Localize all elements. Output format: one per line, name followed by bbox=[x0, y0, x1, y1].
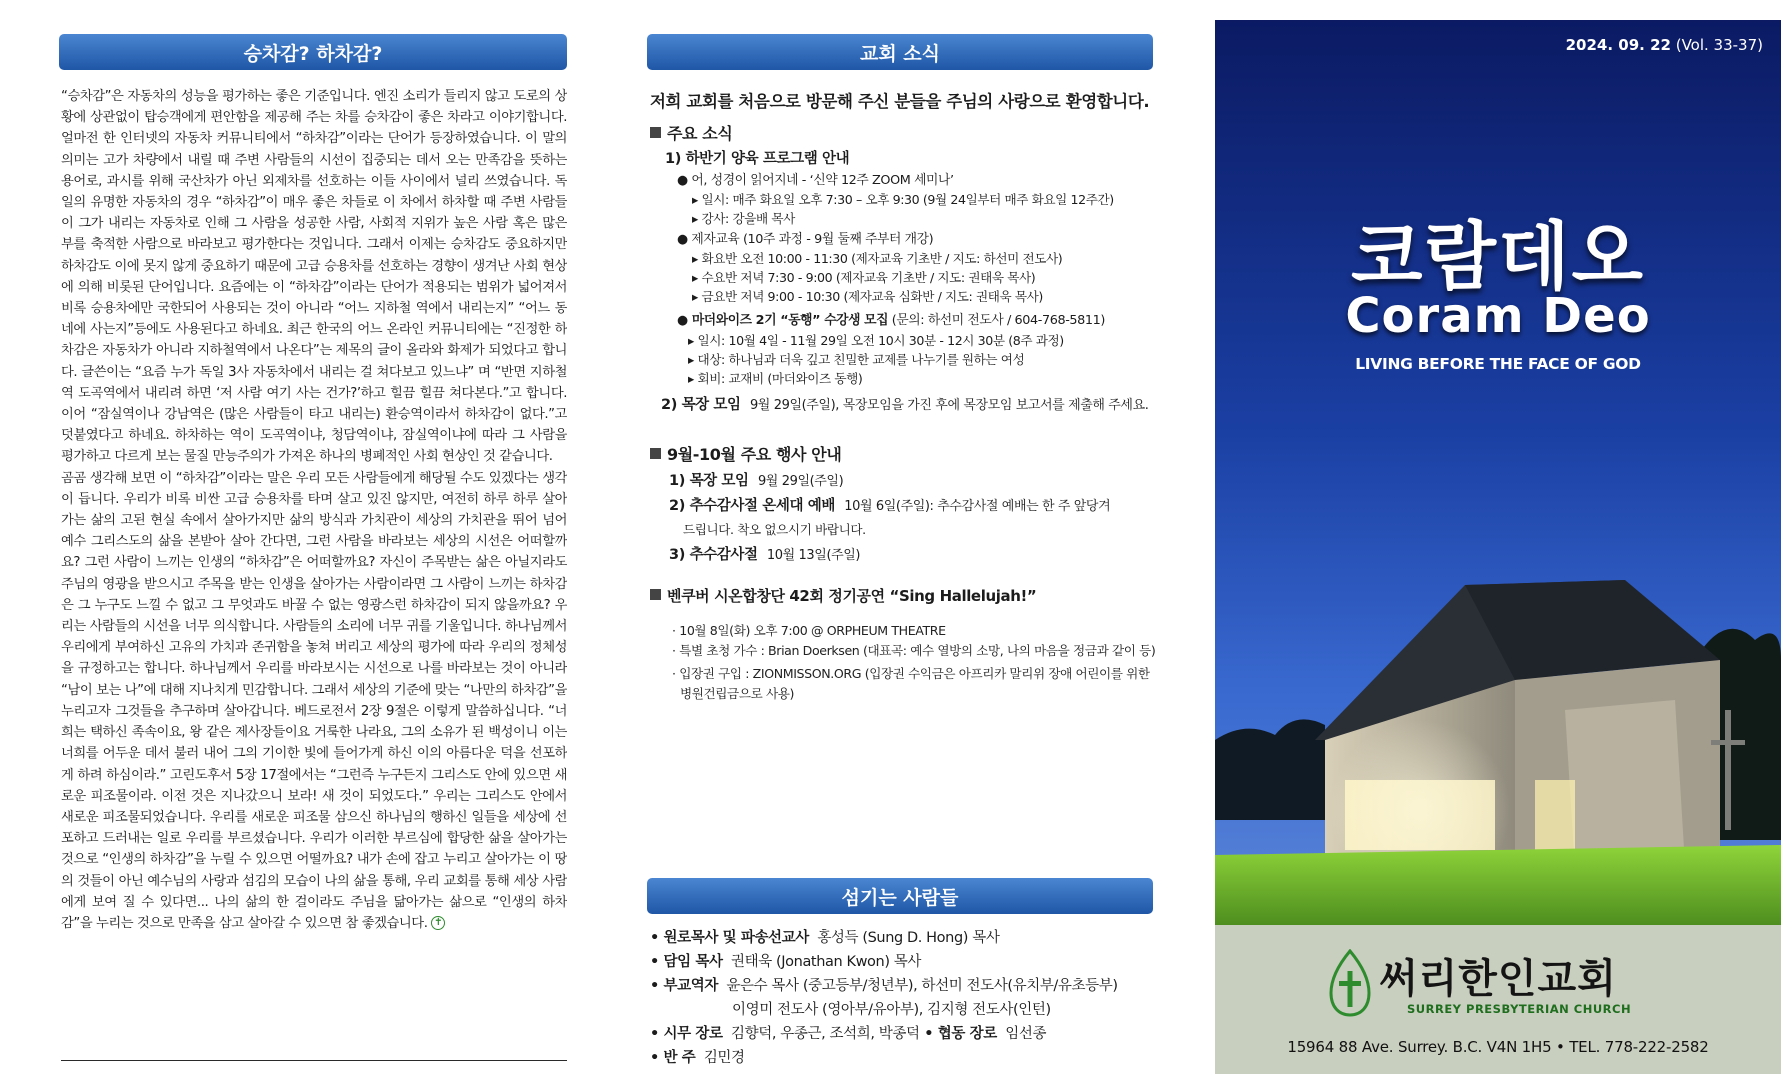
staff-row-3b: 이영미 전도사 (영아부/유아부), 김지형 전도사(인턴) bbox=[732, 1002, 1051, 1018]
essay-divider bbox=[61, 1060, 567, 1061]
concert-guest: · 특별 초청 가수 : Brian Doerksen (대표곡: 예수 열방의 소망, 나의 마음을 정금과 같이 등) bbox=[672, 643, 1156, 658]
staff-row-4: • 시무 장로 김향덕, 우종근, 조석희, 박종덕 • 협동 장로 임선종 bbox=[650, 1026, 1047, 1042]
issue-date: 2024. 09. 22 (Vol. 33-37) bbox=[1565, 36, 1763, 54]
section-main-news: 주요 소식 bbox=[650, 121, 1160, 144]
square-bullet-icon bbox=[650, 589, 661, 600]
bulletin-cover bbox=[1215, 20, 1781, 1074]
staff-row-5: • 반 주 김민경 bbox=[650, 1050, 745, 1066]
cross-logo-icon bbox=[1327, 949, 1373, 1017]
staff-header: 섬기는 사람들 bbox=[647, 878, 1153, 914]
news-item-1a-time: ▸ 일시: 매주 화요일 오후 7:30 – 오후 9:30 (9월 24일부터 매주 화요일 12주간) bbox=[692, 192, 1114, 207]
staff-row-1: • 원로목사 및 파송선교사 홍성득 (Sung D. Hong) 목사 bbox=[650, 930, 1000, 946]
concert-tickets-2: 병원건립금으로 사용) bbox=[680, 686, 795, 701]
event-2: 2) 추수감사절 온세대 예배 10월 6일(주일): 추수감사절 예배는 한 주 앞당겨 bbox=[669, 498, 1111, 514]
staff-row-2: • 담임 목사 권태욱 (Jonathan Kwon) 목사 bbox=[650, 954, 921, 970]
news-item-1b-tue: ▸ 화요반 오전 10:00 - 11:30 (제자교육 기초반 / 지도: 하선미 전도사) bbox=[692, 251, 1063, 266]
church-footer bbox=[1215, 925, 1781, 1074]
cover-subtitle: LIVING BEFORE THE FACE OF GOD bbox=[1355, 355, 1641, 373]
news-item-1b-fri: ▸ 금요반 저녁 9:00 - 10:30 (제자교육 심화반 / 지도: 권태욱 목사) bbox=[692, 289, 1043, 304]
essay-paragraph-1: “승차감”은 자동차의 성능을 평가하는 좋은 기준입니다. 엔진 소리가 들리지 않고 도로의 상황에 상관없이 탑승객에게 편안함을 제공해 주는 차를 승차감이 좋은 차라고 이야기합니다. 얼마전 한 인터넷의 자동차 커뮤니티에서 “하차감”이라는 단어가 등장하였습니다. 이 말의 의미는 고가 차량에서 내릴 때 주변 사람들의 시선이 집중되는 데서 오는 만족감을 뜻하는 용어로, 과시를 위해 국산차가 아닌 외제차를 선호하는 이들 사이에서 널리 쓰였습니다. 독일의 유명한 자동차의 경우 “하차감”이 매우 좋은 차들로 이 차에서 하차할 때 주변 사람들이 그가 내리는 자동차로 인해 그 사람을 성공한 사람, 사회적 지위가 높은 사람 혹은 많은 부를 축적한 사람으로 바라보고 평가한다는 것입니다. 그래서 이제는 승차감도 중요하지만 하차감도 이에 못지 않게 중요하기 때문에 고급 승용차를 선호하는 경향이 생겨난 사회 현상에 의해 비롯된 단어입니다. 요즘에는 이 “하차감”이라는 단어가 적용되는 범위가 넓어져서 비록 승용차에만 국한되어 사용되는 것이 아니라 “어느 지하철 역에서 내리는지” “어느 동네에 사는지”등에도 사용된다고 하네요. 최근 한국의 어느 온라인 커뮤니티에는 “진정한 하차감은 자동차가 아니라 지하철역에서 나온다”는 제목의 글이 올라와 화제가 되었다고 합니다. 글쓴이는 “요즘 누가 독일 3사 자동차에서 내리는 걸 쳐다보고 있느냐” 며 “반면 지하철역 도곡역에서 내리려 하면 ‘저 사람 여기 사는 건가?’하고 힐끔 힐끔 쳐다본다.”고 합니다. 이어 “잠실역이나 강남역은 (많은 사람들이 타고 내리는) 환승역이라서 하차감이 없다.”고 덧붙였다고 하네요. 하차하는 역이 도곡역이냐, 청담역이냐, 잠실역이냐에 따라 그 사람을 평가하고 다르게 보는 물질 만능주의가 가져온 하나의 병폐적인 사회 현상인 것 같습니다. bbox=[61, 89, 567, 465]
event-2-note: 드립니다. 착오 없으시기 바랍니다. bbox=[683, 522, 866, 537]
news-item-1c-fee: ▸ 회비: 교재비 (마더와이즈 동행) bbox=[688, 371, 863, 386]
news-header: 교회 소식 bbox=[647, 34, 1153, 70]
welcome-text: 저희 교회를 처음으로 방문해 주신 분들을 주님의 사랑으로 환영합니다. bbox=[650, 92, 1150, 111]
event-3: 3) 추수감사절 10월 13일(주일) bbox=[669, 547, 861, 563]
square-bullet-icon bbox=[650, 127, 661, 138]
news-item-1c-time: ▸ 일시: 10월 4일 - 11월 29일 오전 10시 30분 - 12시 30분 (8주 과정) bbox=[688, 333, 1064, 348]
cover-title-english: Coram Deo bbox=[1345, 288, 1651, 344]
news-item-1: 1) 하반기 양육 프로그램 안내 bbox=[665, 151, 850, 167]
news-item-1b: ● 제자교육 (10주 과정 - 9월 둘째 주부터 개강) bbox=[677, 232, 934, 247]
news-item-1a: ● 어, 성경이 읽어지네 - ‘신약 12주 ZOOM 세미나’ bbox=[677, 173, 954, 188]
cover-title-korean: 코람데오 bbox=[1351, 214, 1645, 300]
square-bullet-icon bbox=[650, 448, 661, 459]
church-address: 15964 88 Ave. Surrey. B.C. V4N 1H5 • TEL. 778-222-2582 bbox=[1287, 1038, 1709, 1056]
news-item-1b-wed: ▸ 수요반 저녁 7:30 - 9:00 (제자교육 기초반 / 지도: 권태욱 목사) bbox=[692, 270, 1036, 285]
section-concert: 벤쿠버 시온합창단 42회 정기공연 “Sing Hallelujah!” bbox=[650, 585, 1160, 606]
event-1: 1) 목장 모임 9월 29일(주일) bbox=[669, 473, 844, 489]
church-name-korean: 써리한인교회 bbox=[1379, 956, 1617, 1002]
news-item-1c-target: ▸ 대상: 하나님과 더욱 깊고 친밀한 교제를 나누기를 원하는 여성 bbox=[688, 352, 1025, 367]
church-name-english: SURREY PRESBYTERIAN CHURCH bbox=[1407, 1002, 1632, 1016]
essay-body bbox=[61, 86, 567, 1058]
concert-date: · 10월 8일(화) 오후 7:00 @ ORPHEUM THEATRE bbox=[672, 623, 946, 638]
cross-end-icon: ✝ bbox=[431, 916, 445, 930]
staff-row-3: • 부교역자 윤은수 목사 (중고등부/청년부), 하선미 전도사(유치부/유초등부) bbox=[650, 978, 1118, 994]
news-item-2: 2) 목장 모임 9월 29일(주일), 목장모임을 가진 후에 목장모임 보고서를 제출해 주세요. bbox=[661, 397, 1149, 413]
news-item-1c: ● 마더와이즈 2기 “동행” 수강생 모집 (문의: 하선미 전도사 / 604-768-5811) bbox=[677, 313, 1105, 328]
essay-paragraph-2: 곰곰 생각해 보면 이 “하차감”이라는 말은 우리 모든 사람들에게 해당될 수도 있겠다는 생각이 듭니다. 우리가 비록 비싼 고급 승용차를 타며 살고 있진 않지만, 여전히 하루 하루 살아가는 삶의 고된 현실 속에서 살아가지만 삶의 방식과 가치관이 세상의 가치관을 뛰어 넘어 예수 그리스도의 삶을 본받아 살아 간다면, 그런 사람을 바라보는 세상의 시선은 어떠할까요? 그런 사람이 느끼는 인생의 “하차감”은 어떠할까요? 자신이 주목받는 삶은 아닐지라도 주님의 영광을 받으시고 주목을 받는 인생을 살아가는 사람이라면 그 사람이 느끼는 하차감은 그 누구도 느낄 수 없고 그 무엇과도 바꿀 수 없는 영광스런 하차감이 되지 않을까요? 우리는 사람들의 시선을 너무 의식합니다. 사람들의 소리에 너무 귀를 기울입니다. 하나님께서 우리에게 부여하신 고유의 가치과 존귀함을 놓쳐 버리고 세상의 평가에 따라 우리의 정체성을 규정하고는 합니다. 하나님께서 우리를 바라보시는 시선으로 나를 바라보는 것이 아니라 “남이 보는 나”에 대해 지나치게 민감합니다. 그래서 세상의 기준에 맞는 “나만의 하차감”을 누리고자 그것들을 추구하며 살아갑니다. 베드로전서 2장 9절은 이렇게 말씀하십니다. “너희는 택하신 족속이요, 왕 같은 제사장들이요 거룩한 나라요, 그의 소유가 된 백성이니 이는 너희를 어두운 데서 불러 내어 그의 기이한 빛에 들어가게 하신 이의 아름다운 덕을 선포하게 하려 하심이라.” 고린도후서 5장 17절에서는 “그런즉 누구든지 그리스도 안에 있으면 새로운 피조물이라. 이전 것은 지나갔으니 보라! 새 것이 되었도다.” 우리는 그리스도 안에서 새로운 피조물되었습니다. 우리를 새로운 피조물 삼으신 하나님의 행하신 일들을 세상에 선포하고 드러내는 일로 우리를 부르셨습니다. 우리가 이러한 부르심에 합당한 삶을 살아가는 것으로 “인생의 하차감”을 누릴 수 있으면 어떨까요? 내가 손에 잡고 누리고 살아가는 이 땅의 것들이 아닌 예수님의 사랑과 섬김의 모습이 나의 삶을 통해, 우리 교회를 통해 세상 사람에게 보여 질 수 있다면... 나의 삶의 한 걸이라도 주님을 닮아가는 삶으로 “인생의 하차감”을 누리는 것으로 만족을 삼고 살아갈 수 있으면 참 좋겠습니다. ✝ bbox=[61, 470, 567, 931]
church-photo bbox=[1215, 20, 1781, 925]
concert-tickets: · 입장권 구입 : ZIONMISSON.ORG (입장권 수익금은 아프리카 말리위 장애 어린이를 위한 bbox=[672, 666, 1150, 681]
section-events: 9월-10월 주요 행사 안내 bbox=[650, 442, 1160, 465]
essay-header: 승차감? 하차감? bbox=[59, 34, 567, 70]
news-item-1a-speaker: ▸ 강사: 강을배 목사 bbox=[692, 211, 795, 226]
